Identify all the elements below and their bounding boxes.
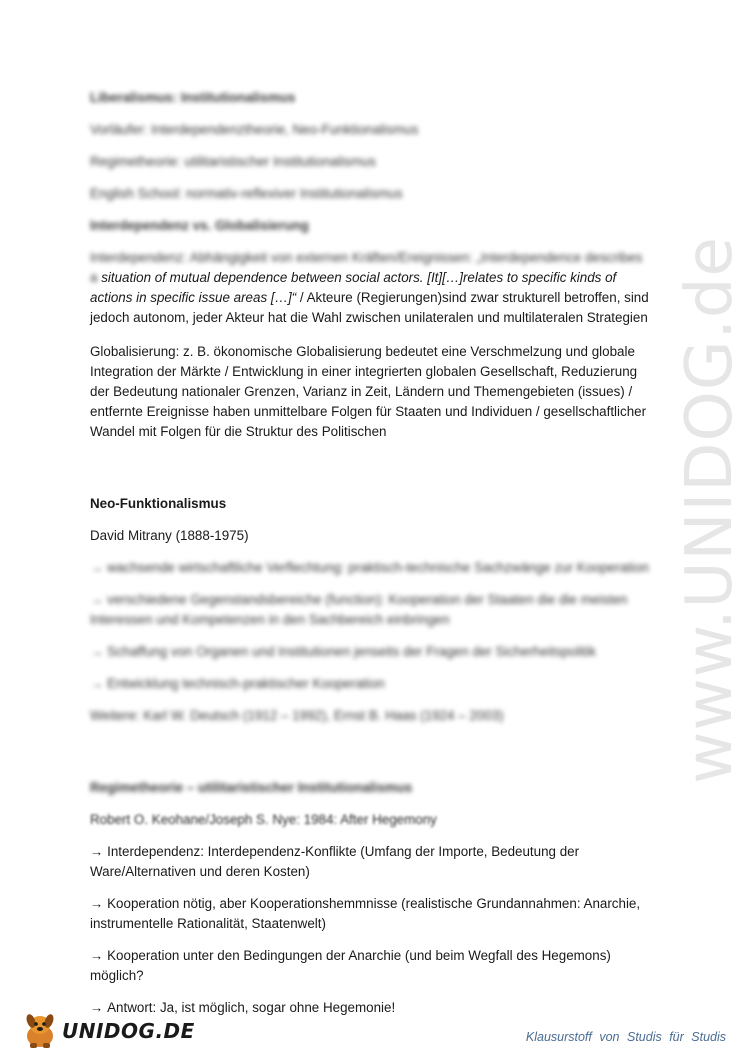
bullet-item: → Kooperation unter den Bedingungen der Anarchie (und beim Wegfall des Hegemons) möglich? — [90, 946, 650, 986]
blurred-bullet: → Schaffung von Organen und Institutionen jenseits der Fragen der Sicherheitspolitik — [90, 642, 650, 662]
blurred-text: Interdependenz: Abhängigkeit von externen Kräften/Ereignissen: „Interdependence describes a — [90, 250, 643, 285]
blurred-bullet: → wachsende wirtschaftliche Verflechtung: praktisch-technische Sachzwänge zur Kooperation — [90, 558, 650, 578]
watermark-text: www.UNIDOG.de — [673, 236, 747, 784]
watermark — [665, 236, 750, 784]
author-line: David Mitrany (1888-1975) — [90, 528, 249, 543]
logo-text: UNIDOG.DE — [62, 1019, 195, 1043]
section-heading-neofunktionalismus: Neo-Funktionalismus — [90, 496, 227, 511]
interdependence-paragraph — [90, 248, 650, 328]
document-body — [90, 88, 650, 1018]
interdependence-rest: / Akteure (Regierungen)sind zwar strukturell betroffen, sind jedoch autonom, jeder Akteur hat die Wahl zwischen unilateralen und multilateralen Strategien — [90, 290, 649, 325]
bullet-item: → Kooperation nötig, aber Kooperationshemmnisse (realistische Grundannahmen: Anarchie, instrumentelle Rationalität, Staatenwelt) — [90, 894, 650, 934]
section-heading-liberalismus: Liberalismus: Institutionalismus — [90, 90, 296, 105]
globalization-paragraph: Globalisierung: z. B. ökonomische Globalisierung bedeutet eine Verschmelzung und globale Integration der Märkte / Entwicklung in einer integrierten globalen Gesellschaft, Reduzierung der Bedeutung nationaler Grenzen, Varianz in Zeit, Ländern und Themengebieten (issues) / entfernte Ereignisse haben unmittelbare Folgen für Staaten und Individuen / gesellschaftlicher Wandel mit Folgen für die Struktur des Politischen — [90, 344, 647, 439]
unidog-logo[interactable] — [22, 1012, 195, 1050]
blurred-bullet: → Entwicklung technisch-praktischer Kooperation — [90, 674, 650, 694]
reference-line: Robert O. Keohane/Joseph S. Nye: 1984: After Hegemony — [90, 812, 437, 827]
interdependence-quote: situation of mutual dependence between social actors. [It][…]relates to specific kinds of actions in specific issue areas […]“ — [90, 270, 617, 305]
blurred-bullet: → verschiedene Gegenstandsbereiche (function): Kooperation der Staaten die die meisten Interessen und Kompetenzen in den Sachbereich einbringen — [90, 590, 650, 630]
bullet-item: → Interdependenz: Interdependenz-Konflikte (Umfang der Importe, Bedeutung der Ware/Alternativen und deren Kosten) — [90, 842, 650, 882]
blurred-line: English School: normativ-reflexiver Institutionalismus — [90, 186, 403, 201]
blurred-line: Weitere: Karl W. Deutsch (1912 – 1992), Ernst B. Haas (1924 – 2003) — [90, 708, 504, 723]
blurred-line: Vorläufer: Interdependenztheorie, Neo-Funktionalismus — [90, 122, 419, 137]
section-heading-regimetheorie: Regimetheorie – utilitaristischer Institutionalismus — [90, 780, 413, 795]
section-heading-interdependenz: Interdependenz vs. Globalisierung — [90, 218, 309, 233]
blurred-line: Regimetheorie: utilitaristischer Institutionalismus — [90, 154, 376, 169]
bullet-item: → Antwort: Ja, ist möglich, sogar ohne Hegemonie! — [90, 998, 650, 1018]
footer-tagline: Klausurstoff von Studis für Studis — [525, 1030, 726, 1044]
dog-icon — [22, 1012, 58, 1050]
